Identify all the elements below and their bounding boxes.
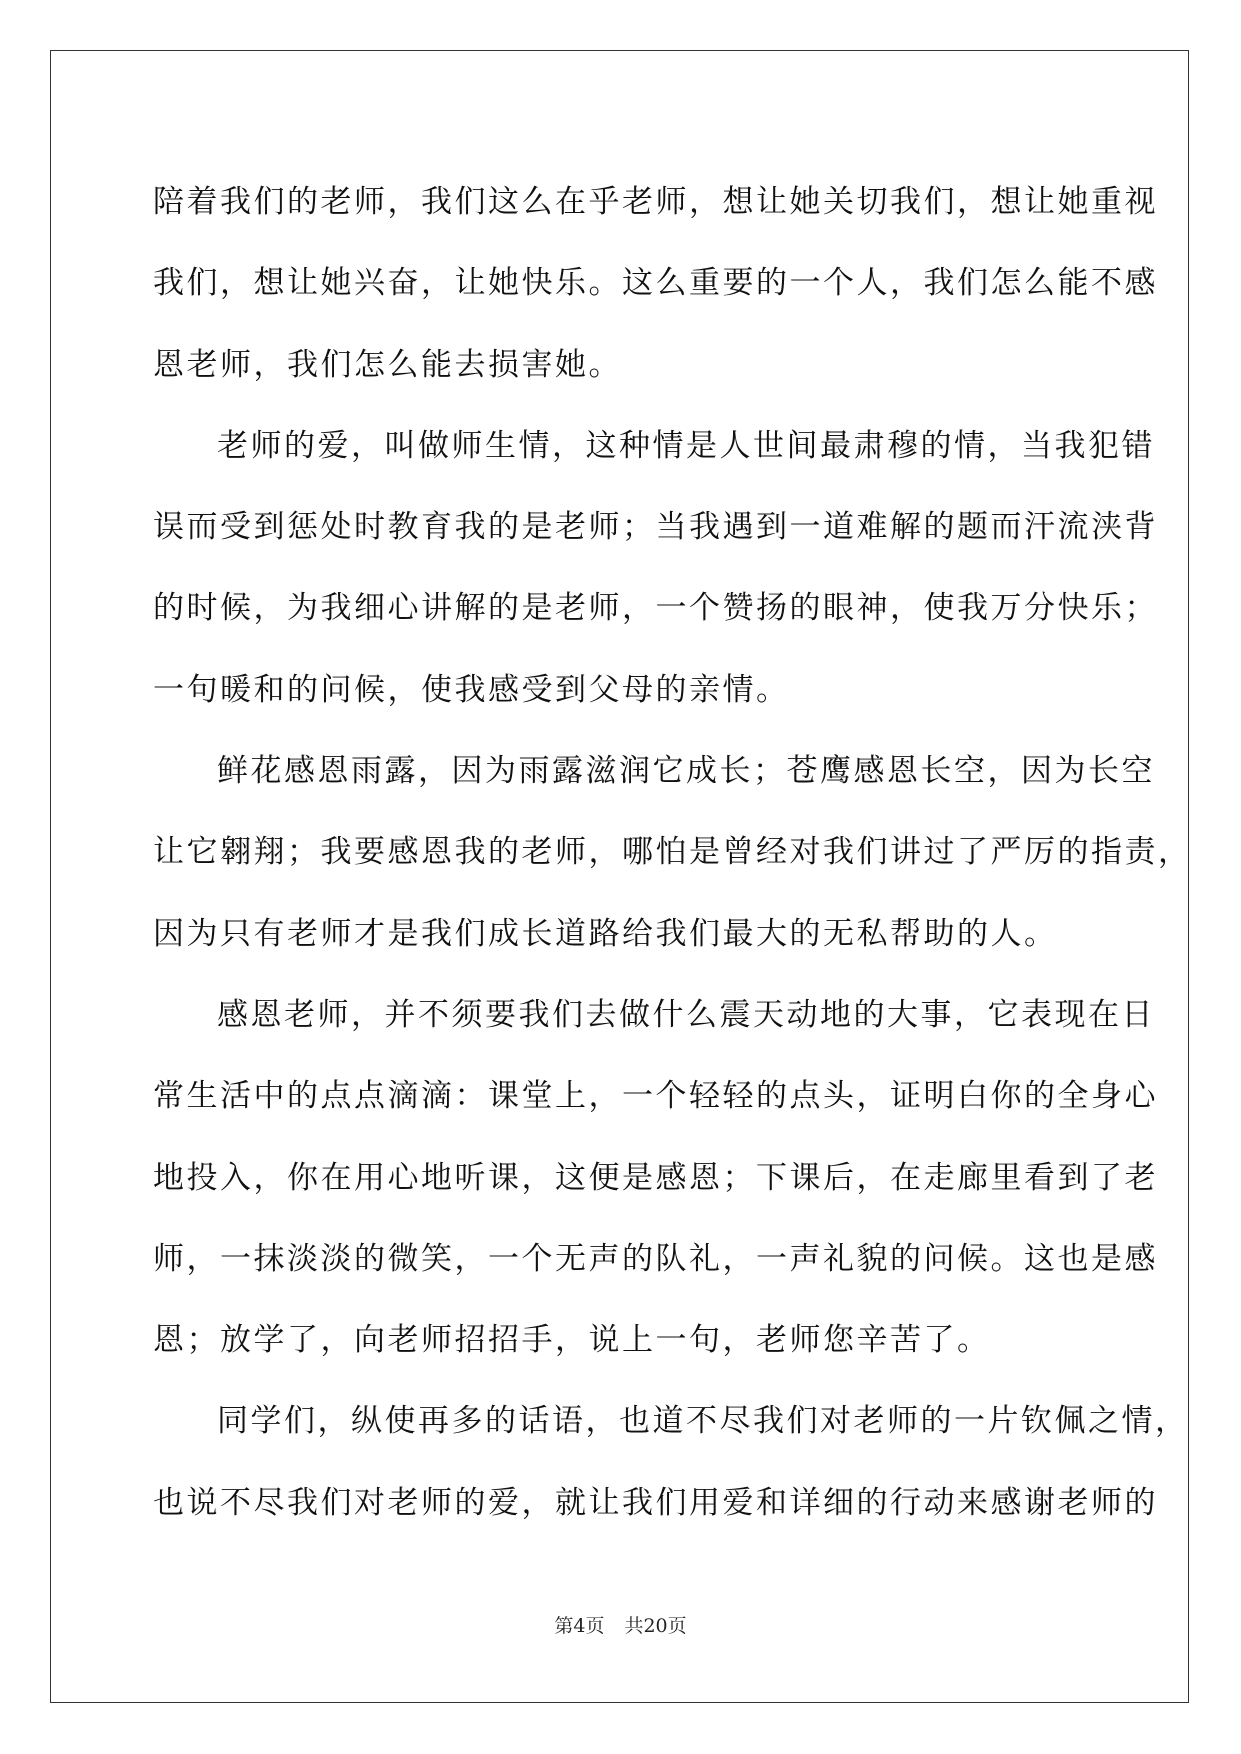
- text-line: 误而受到惩处时教育我的是老师；当我遇到一道难解的题而汗流浃背: [153, 509, 1158, 546]
- page-number: 4: [573, 1615, 586, 1637]
- page-footer: [0, 1611, 1241, 1638]
- paragraph-start-line: 感恩老师，并不须要我们去做什么震天动地的大事，它表现在日: [217, 996, 1155, 1033]
- text-line: 陪着我们的老师，我们这么在乎老师，想让她关切我们，想让她重视: [153, 184, 1158, 220]
- text-line: 的时候，为我细心讲解的是老师，一个赞扬的眼神，使我万分快乐；: [153, 590, 1158, 627]
- text-line: 地投入，你在用心地听课，这便是感恩；下课后，在走廊里看到了老: [153, 1159, 1158, 1196]
- paragraph-start-line: 鲜花感恩雨露，因为雨露滋润它成长；苍鹰感恩长空，因为长空: [217, 753, 1155, 790]
- page-label: 第: [554, 1615, 574, 1637]
- text-line: 恩；放学了，向老师招招手，说上一句，老师您辛苦了。: [153, 1322, 991, 1359]
- document-body: [153, 162, 1192, 1544]
- total-label: 共: [624, 1615, 644, 1637]
- text-line: 恩老师，我们怎么能去损害她。: [153, 346, 622, 383]
- paragraph-start-line: 老师的爱，叫做师生情，这种情是人世间最肃穆的情，当我犯错: [217, 427, 1155, 464]
- text-line: 因为只有老师才是我们成长道路给我们最大的无私帮助的人。: [153, 915, 1058, 952]
- total-pages: 20: [643, 1615, 668, 1637]
- total-unit: 页: [667, 1615, 687, 1637]
- text-line: 常生活中的点点滴滴：课堂上，一个轻轻的点头，证明白你的全身心: [153, 1078, 1158, 1115]
- text-line: 也说不尽我们对老师的爱，就让我们用爱和详细的行动来感谢老师的: [153, 1484, 1158, 1521]
- text-line: 让它翱翔；我要感恩我的老师，哪怕是曾经对我们讲过了严厉的指责，: [153, 834, 1192, 871]
- text-line: 师，一抹淡淡的微笑，一个无声的队礼，一声礼貌的问候。这也是感: [153, 1240, 1158, 1277]
- text-line: 一句暖和的问候，使我感受到父母的亲情。: [153, 671, 790, 708]
- paragraph-start-line: 同学们，纵使再多的话语，也道不尽我们对老师的一片钦佩之情，: [217, 1403, 1189, 1440]
- page-unit: 页: [585, 1615, 605, 1637]
- text-line: 我们，想让她兴奋，让她快乐。这么重要的一个人，我们怎么能不感: [153, 265, 1158, 302]
